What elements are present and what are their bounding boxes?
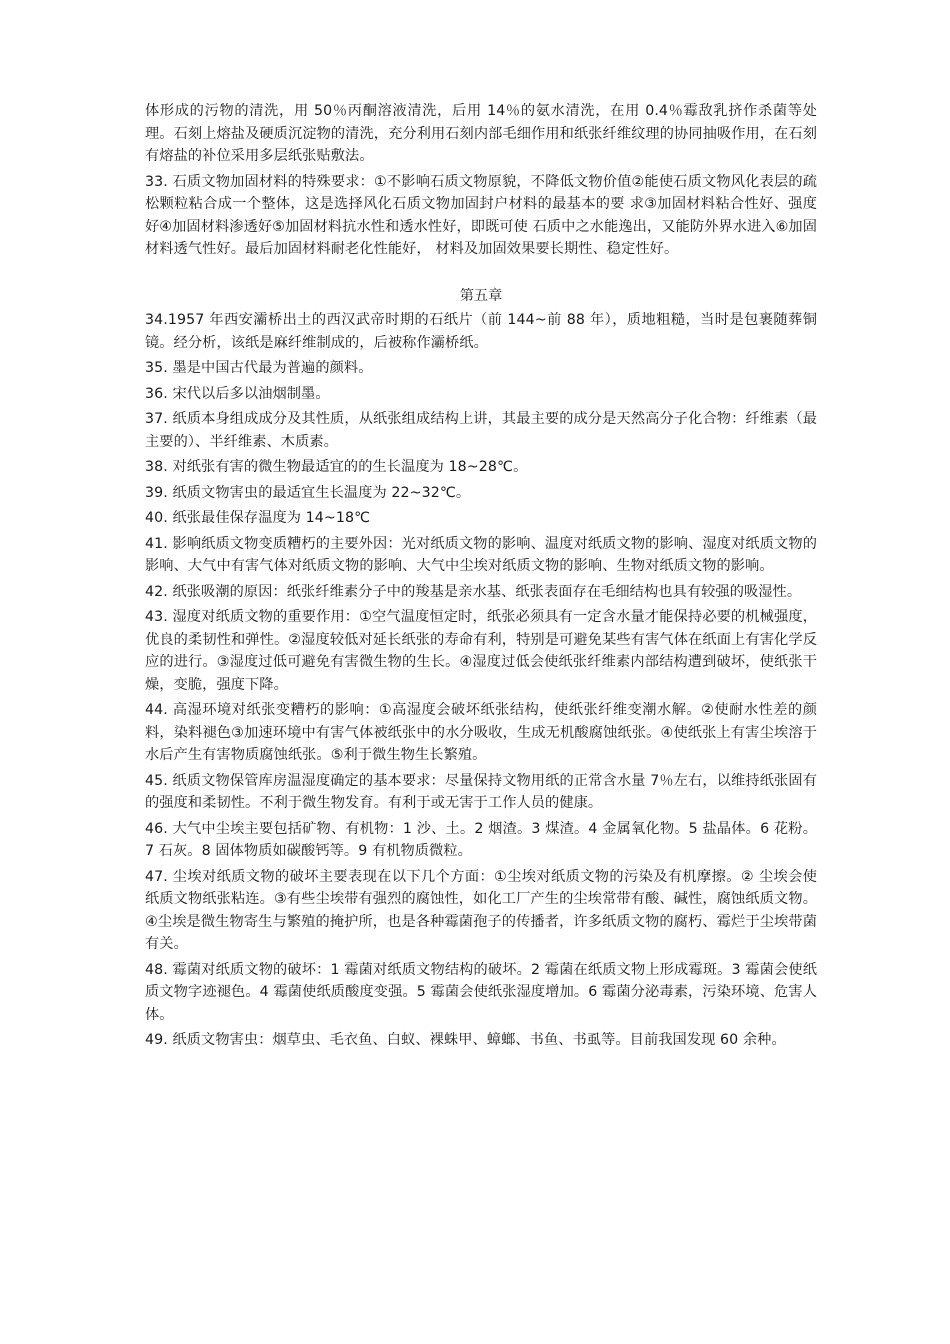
paragraph-41: 41. 影响纸质文物变质糟朽的主要外因：光对纸质文物的影响、温度对纸质文物的影响、湿度对纸质文物的影响、大气中有害气体对纸质文物的影响、大气中尘埃对纸质文物的影响、生物对纸质文物的影响。 (145, 535, 817, 574)
paragraph-44: 44. 高湿环境对纸张变糟朽的影响：①高湿度会破坏纸张结构，使纸张纤维变潮水解。②使耐水性差的颜料，染料褪色③加速环境中有害气体被纸张中的水分吸收，生成无机酸腐蚀纸张。④使纸张上有害尘埃溶于水后产生有害物质腐蚀纸张。⑤利于微生物生长繁殖。 (145, 702, 817, 763)
paragraph-46: 46. 大气中尘埃主要包括矿物、有机物：1 沙、土。2 烟渣。3 煤渣。4 金属氧化物。5 盐晶体。6 花粉。7 石灰。8 固体物质如碳酸钙等。9 有机物质微粒。 (145, 820, 817, 859)
paragraph-48: 48. 霉菌对纸质文物的破坏：1 霉菌对纸质文物结构的破坏。2 霉菌在纸质文物上形成霉斑。3 霉菌会使纸质文物字迹褪色。4 霉菌使纸质酸度变强。5 霉菌会使纸张湿度增加。6 霉菌分泌毒素，污染环境、危害人体。 (145, 961, 817, 1023)
paragraph-40: 40. 纸张最佳保存温度为 14~18℃ (145, 510, 371, 526)
paragraph-33: 33. 石质文物加固材料的特殊要求：①不影响石质文物原貌，不降低文物价值②能使石质文物风化表层的疏松颗粒粘合成一个整体，这是选择风化石质文物加固封户材料的最基本的要 求③加固材料粘合性好、强度好④加固材料渗透好⑤加固材料抗水性和透水性好，即既可使 石质中之水能逸出，又能防外界水进入⑥加固材料透气性好。最后加固材料耐老化性能好， 材料及加固效果要长期性、稳定性好。 (145, 173, 817, 257)
paragraph-34: 34.1957 年西安灞桥出土的西汉武帝时期的石纸片（前 144~前 88 年），质地粗糙，当时是包裹随葬铜镜。经分析，该纸是麻纤维制成的，后被称作灞桥纸。 (145, 312, 817, 351)
chapter-title: 第五章 (459, 287, 503, 304)
paragraph-45: 45. 纸质文物保管库房温湿度确定的基本要求：尽量保持文物用纸的正常含水量 7％左右，以维持纸张固有的强度和柔韧性。不利于微生物发育。有利于或无害于工作人员的健康。 (145, 772, 817, 811)
document-body (145, 100, 817, 1055)
paragraph-38: 38. 对纸张有害的微生物最适宜的的生长温度为 18~28℃。 (145, 459, 528, 475)
paragraph-36: 36. 宋代以后多以油烟制墨。 (145, 385, 330, 402)
paragraph-43: 43. 湿度对纸质文物的重要作用：①空气温度恒定时，纸张必须具有一定含水量才能保持必要的机械强度，优良的柔韧性和弹性。②湿度较低对延长纸张的寿命有利，特别是可避免某些有害气体在纸面上有害化学反应的进行。③湿度过低可避免有害微生物的生长。④湿度过低会使纸张纤维素内部结构遭到破坏，使纸张干燥，变脆，强度下降。 (145, 609, 817, 693)
paragraph-49: 49. 纸质文物害虫：烟草虫、毛衣鱼、白蚁、裸蛛甲、蟑螂、书鱼、书虱等。目前我国发现 60 余种。 (145, 1032, 786, 1048)
paragraph-42: 42. 纸张吸潮的原因：纸张纤维素分子中的羧基是亲水基、纸张表面存在毛细结构也具有较强的吸湿性。 (145, 583, 802, 600)
paragraph-39: 39. 纸质文物害虫的最适宜生长温度为 22~32℃。 (145, 484, 471, 501)
paragraph-35: 35. 墨是中国古代最为普遍的颜料。 (145, 360, 373, 376)
paragraph-cleaning: 体形成的污物的清洗，用 50％丙酮溶液清洗，后用 14％的氨水清洗，在用 0.4％霉敌乳挤作杀菌等处理。石刻上熔盐及硬质沉淀物的清洗，充分利用石刻内部毛细作用和纸张纤维纹理的协同抽吸作用，在石刻有熔盐的补位采用多层纸张贴敷法。 (145, 103, 817, 164)
paragraph-37: 37. 纸质本身组成成分及其性质，从纸张组成结构上讲，其最主要的成分是天然高分子化合物：纤维素（最主要的）、半纤维素、木质素。 (145, 411, 817, 450)
paragraph-47: 47. 尘埃对纸质文物的破坏主要表现在以下几个方面：①尘埃对纸质文物的污染及有机摩擦。② 尘埃会使纸质文物纸张粘连。③有些尘埃带有强烈的腐蚀性，如化工厂产生的尘埃常带有酸、碱性，腐蚀纸质文物。④尘埃是微生物寄生与繁殖的掩护所，也是各种霉菌孢子的传播者，许多纸质文物的腐朽、霉烂于尘埃带菌有关。 (145, 868, 817, 952)
